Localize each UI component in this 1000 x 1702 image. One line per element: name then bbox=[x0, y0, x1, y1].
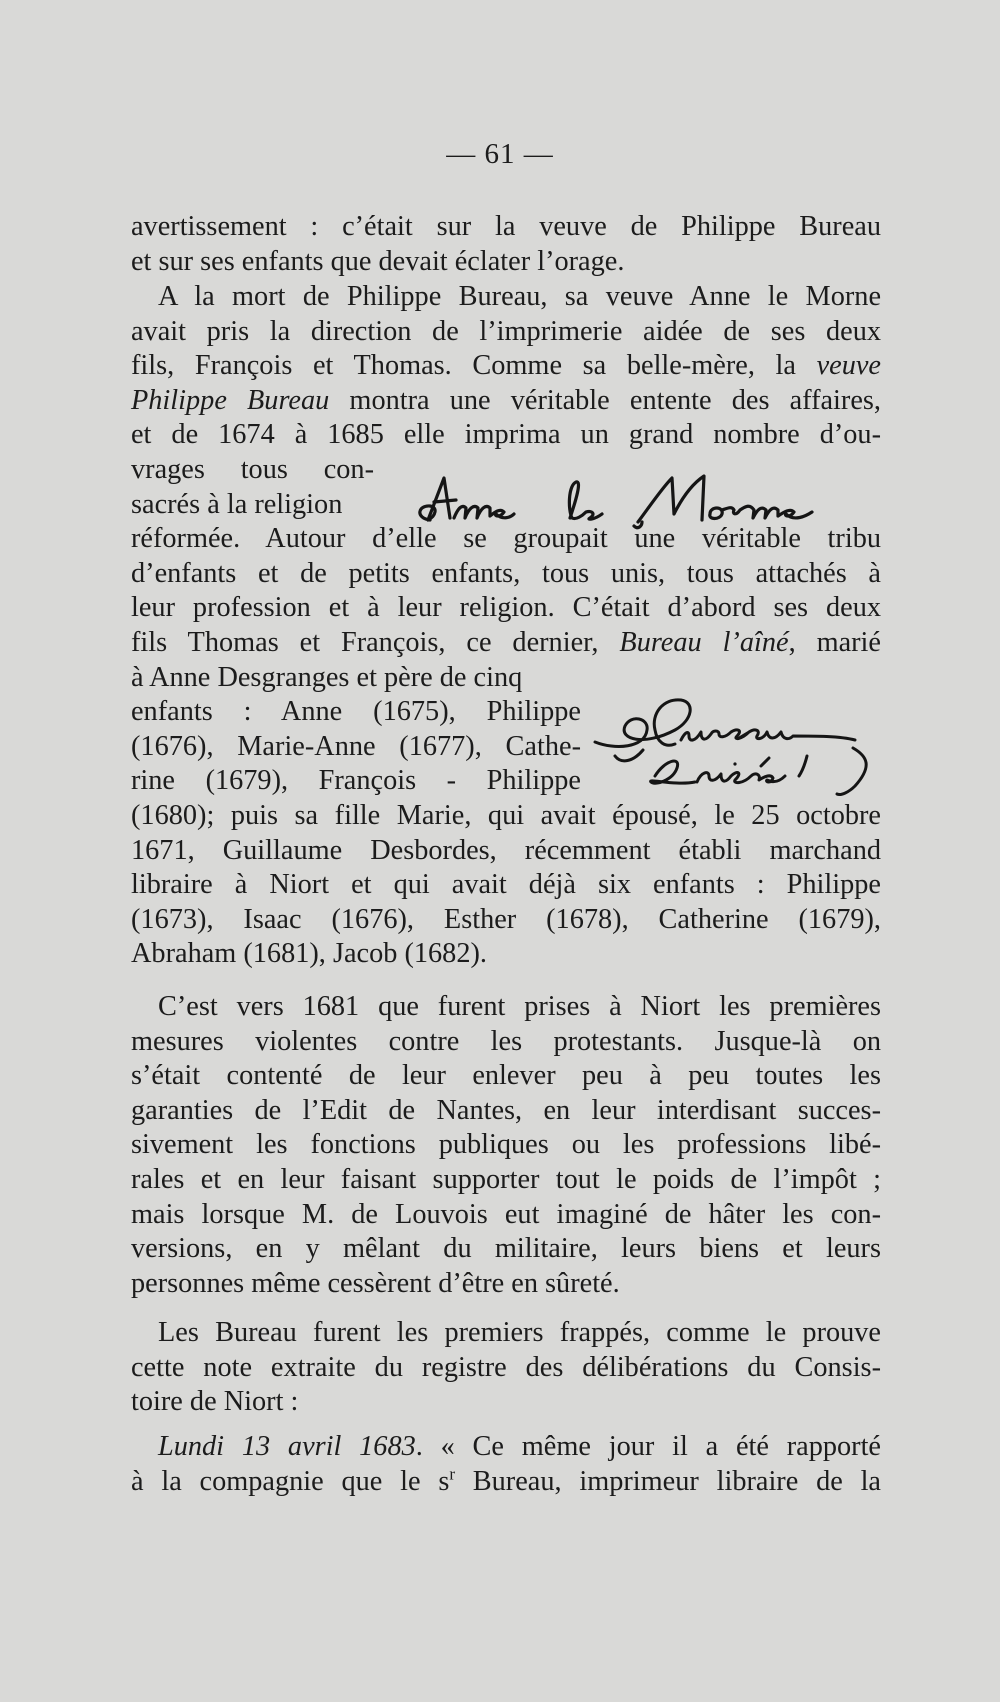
text-line: avait pris la direction de l’imprimerie aidée de ses deux bbox=[131, 315, 881, 347]
text-line: rales et en leur faisant supporter tout le poids de l’impôt ; bbox=[131, 1163, 881, 1195]
text-line: avertissement : c’était sur la veuve de Philippe Bureau bbox=[131, 211, 881, 242]
text-line: et sur ses enfants que devait éclater l’orage. bbox=[131, 245, 625, 277]
paragraph-3 bbox=[131, 990, 881, 1301]
text-line: à Anne Desgranges et père de cinq bbox=[131, 661, 523, 693]
text-line: A la mort de Philippe Bureau, sa veuve Anne le Morne bbox=[158, 281, 881, 312]
text-line: sivement les fonctions publiques ou les professions libé- bbox=[131, 1129, 881, 1161]
text-line: mais lorsque M. de Louvois eut imaginé de hâter les con- bbox=[131, 1198, 881, 1230]
text-line: libraire à Niort et qui avait déjà six enfants : Philippe bbox=[131, 869, 881, 901]
text-line: à la compagnie que le $s^r$ Bureau, imprimeur libraire de la bbox=[131, 1464, 881, 1497]
text-line: sacrés à la religion bbox=[131, 488, 343, 520]
paragraph-2 bbox=[131, 280, 881, 972]
text-line: Philippe Bureau montra une véritable entente des affaires, bbox=[131, 384, 881, 416]
signature-bureau-laisne bbox=[585, 690, 885, 825]
page-number: — 61 — bbox=[446, 138, 554, 170]
text-line: vrages tous con- bbox=[131, 453, 374, 485]
text-line: C’est vers 1681 que furent prises à Niort les premières bbox=[158, 991, 881, 1022]
text-line: s’était contenté de leur enlever peu à peu toutes les bbox=[131, 1060, 881, 1092]
text-line: leur profession et à leur religion. C’était d’abord ses deux bbox=[131, 592, 881, 624]
text-line: (1673), Isaac (1676), Esther (1678), Catherine (1679), bbox=[131, 903, 881, 935]
text-line: (1680); puis sa fille Marie, qui avait épousé, le 25 octobre bbox=[131, 799, 881, 831]
text-line: réformée. Autour d’elle se groupait une véritable tribu bbox=[131, 523, 881, 555]
text-line: mesures violentes contre les protestants. Jusque-là on bbox=[131, 1025, 881, 1057]
paragraph-1 bbox=[131, 210, 881, 279]
text-line: rine (1679), François - Philippe bbox=[131, 765, 581, 797]
text-line: d’enfants et de petits enfants, tous unis, tous attachés à bbox=[131, 557, 881, 589]
text-line: Abraham (1681), Jacob (1682). bbox=[131, 938, 487, 970]
paragraph-4 bbox=[131, 1316, 881, 1420]
text-line: (1676), Marie-Anne (1677), Cathe- bbox=[131, 730, 581, 762]
text-line: 1671, Guillaume Desbordes, récemment établi marchand bbox=[131, 834, 881, 866]
paragraph-5 bbox=[131, 1430, 881, 1499]
text-line: fils Thomas et François, ce dernier, Bureau l’aîné, marié bbox=[131, 626, 881, 658]
text-line: fils, François et Thomas. Comme sa belle-mère, la veuve bbox=[131, 350, 881, 382]
text-line: cette note extraite du registre des délibérations du Consis- bbox=[131, 1351, 881, 1383]
text-line: versions, en y mêlant du militaire, leurs biens et leurs bbox=[131, 1233, 881, 1265]
signature-anne-le-morne bbox=[410, 470, 880, 545]
text-line: toire de Niort : bbox=[131, 1386, 299, 1418]
text-line: personnes même cessèrent d’être en sûreté. bbox=[131, 1267, 620, 1299]
text-line: et de 1674 à 1685 elle imprima un grand nombre d’ou- bbox=[131, 419, 881, 451]
text-line: Les Bureau furent les premiers frappés, comme le prouve bbox=[158, 1317, 881, 1348]
text-line: enfants : Anne (1675), Philippe bbox=[131, 696, 581, 728]
text-line: garanties de l’Edit de Nantes, en leur interdisant succes- bbox=[131, 1094, 881, 1126]
text-line: Lundi 13 avril 1683. « Ce même jour il a été rapporté bbox=[158, 1431, 881, 1462]
